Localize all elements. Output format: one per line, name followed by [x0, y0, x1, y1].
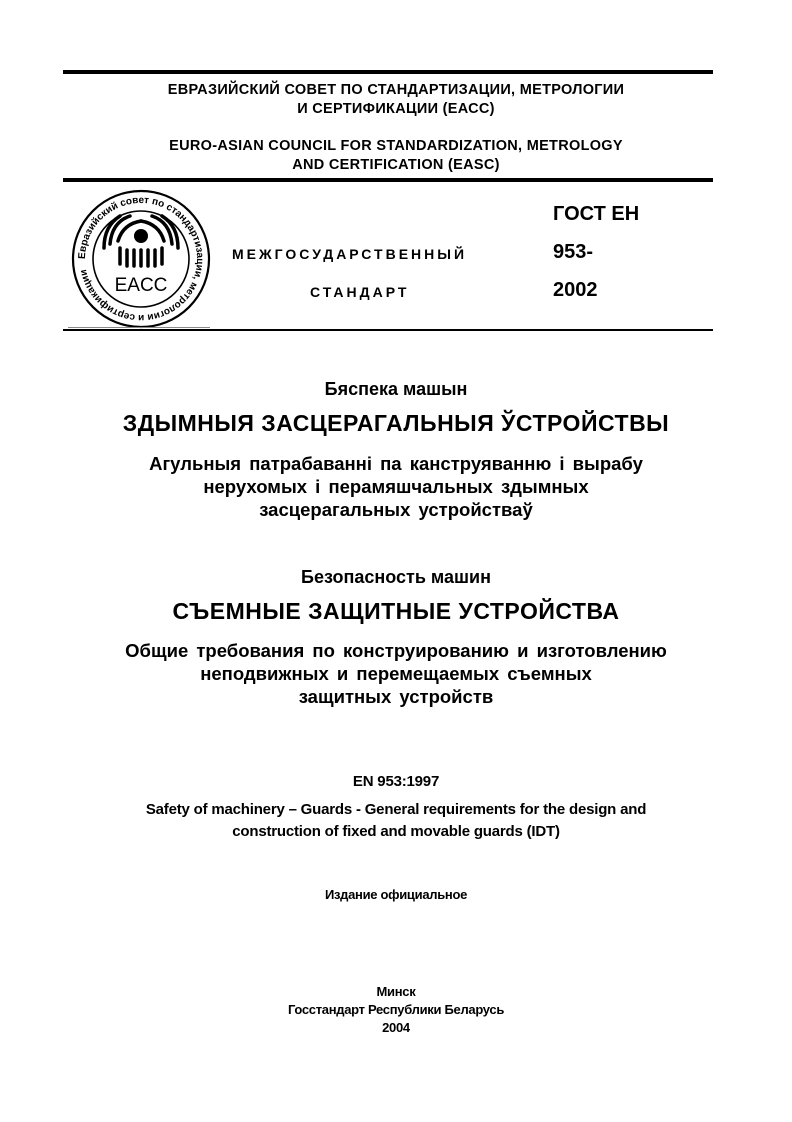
council-name-en	[0, 137, 792, 175]
edition-label: Издание официальное	[324, 887, 468, 902]
title-ru-group: Безопасность машин	[301, 567, 491, 587]
standard-designation	[553, 195, 639, 309]
title-en-code: EN 953:1997	[352, 773, 440, 790]
title-by-subtitle	[0, 452, 792, 521]
title-en-line-2: construction of fixed and movable guards (IDT)	[232, 823, 560, 840]
logo-abbr: EACC	[114, 275, 168, 296]
imprint-publisher: Госстандарт Республики Беларусь	[287, 1002, 505, 1017]
easc-logo	[68, 186, 214, 332]
standard-kind-line-1: МЕЖГОСУДАРСТВЕННЫЙ	[232, 246, 468, 262]
logo-section-rule	[63, 329, 713, 331]
title-en-text	[0, 799, 792, 843]
designation-line-3: 2002	[553, 279, 598, 301]
title-by-sub-line-1: Агульныя патрабаванні па канструяванню і вырабу	[149, 453, 643, 474]
title-ru-sub-line-2: неподвижных и перемещаемых съемных	[200, 663, 592, 684]
emblem-icon	[104, 216, 178, 266]
title-by-sub-line-2: нерухомых і перамяшчальных здымных	[203, 476, 589, 497]
title-ru-main: СЪЕМНЫЕ ЗАЩИТНЫЕ УСТРОЙСТВА	[172, 598, 620, 624]
title-by-main: ЗДЫМНЫЯ ЗАСЦЕРАГАЛЬНЫЯ ЎСТРОЙСТВЫ	[122, 410, 670, 436]
imprint-year: 2004	[382, 1020, 410, 1035]
council-name-ru	[0, 81, 792, 119]
top-rule	[63, 70, 713, 74]
title-en-line-1: Safety of machinery – Guards - General requirements for the design and	[145, 801, 647, 818]
title-ru-sub-line-1: Общие требования по конструированию и изготовлению	[125, 640, 667, 661]
standard-kind-line-2: СТАНДАРТ	[310, 284, 410, 300]
designation-line-2: 953-	[553, 241, 594, 263]
council-en-line-1: EURO-ASIAN COUNCIL FOR STANDARDIZATION, METROLOGY	[169, 138, 623, 154]
designation-line-1: ГОСТ ЕН	[553, 203, 640, 225]
title-by-group: Бяспека машын	[324, 379, 468, 399]
imprint	[0, 983, 792, 1037]
logo-ring-text: Евразийский совет по стандартизации, метрологии и сертификации	[76, 194, 206, 324]
council-ru-line-1: ЕВРАЗИЙСКИЙ СОВЕТ ПО СТАНДАРТИЗАЦИИ, МЕТРОЛОГИИ	[167, 82, 625, 98]
title-by-sub-line-3: засцерагальных устройстваў	[259, 499, 533, 520]
logo-underline	[68, 327, 210, 328]
header-rule	[63, 178, 713, 182]
council-ru-line-2: И СЕРТИФИКАЦИИ (ЕАСС)	[297, 101, 495, 117]
imprint-city: Минск	[376, 984, 416, 999]
council-en-line-2: AND CERTIFICATION (EASC)	[292, 157, 500, 173]
title-ru-sub-line-3: защитных устройств	[298, 686, 494, 707]
title-ru-subtitle	[0, 639, 792, 708]
